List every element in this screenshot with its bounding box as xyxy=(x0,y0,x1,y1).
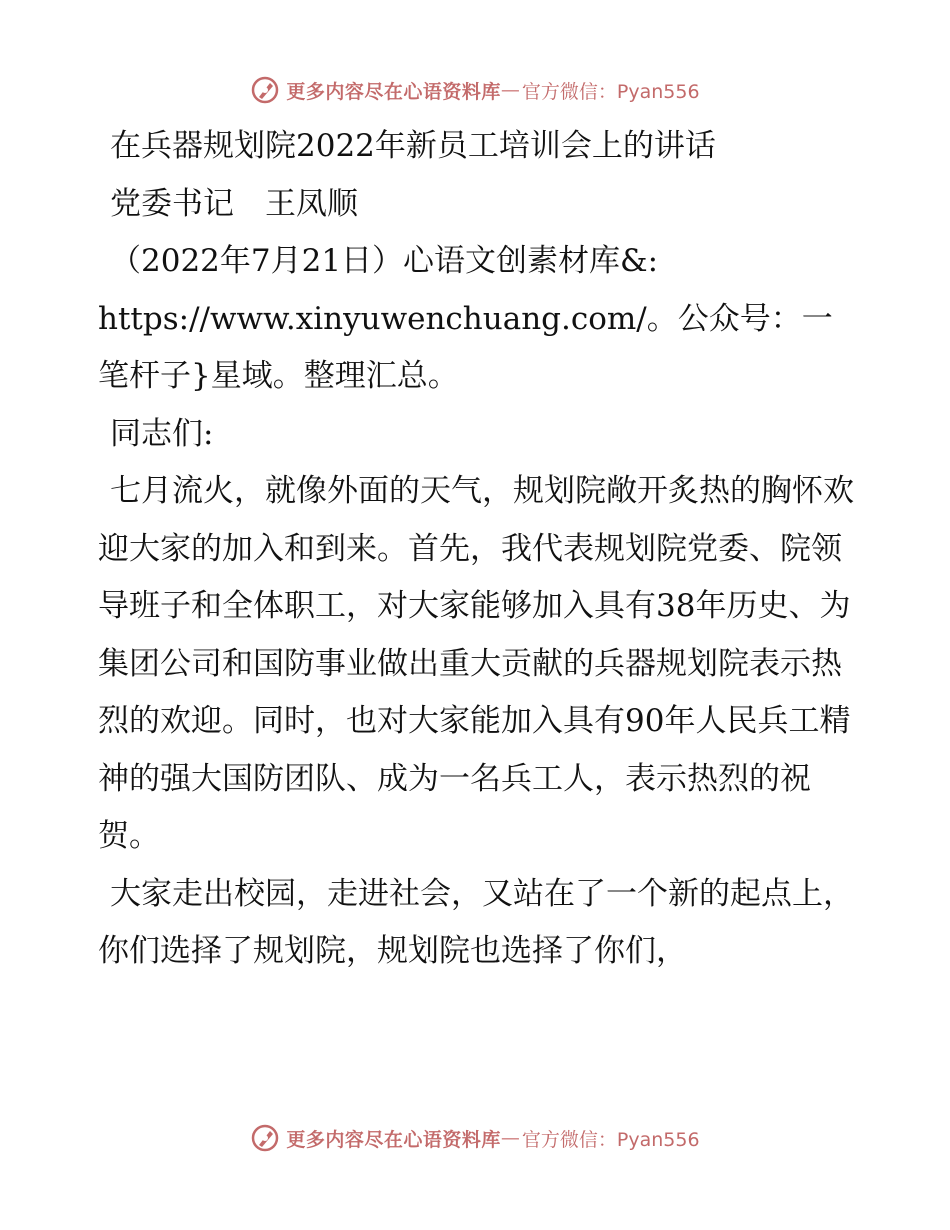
document-title: 在兵器规划院2022年新员工培训会上的讲话 xyxy=(110,128,716,164)
pen-logo-icon xyxy=(250,1123,280,1153)
watermark-banner-top xyxy=(0,70,950,110)
watermark-contact: 官方微信：Pyan556 xyxy=(521,1128,700,1151)
speaker-line: 党委书记 王凤顺 xyxy=(110,185,358,222)
date-note: （2022年7月21日）心语文创素材库&: https://www.xinyuwenchuang.com/。公众号：一笔杆子}星域。整理汇总。 xyxy=(98,243,833,394)
watermark-main-text: 更多内容尽在心语资料库 xyxy=(286,80,501,103)
document-body xyxy=(98,118,858,981)
watermark-contact: 官方微信：Pyan556 xyxy=(521,80,700,103)
paragraph-2: 大家走出校园，走进社会，又站在了一个新的起点上，你们选择了规划院，规划院也选择了你们， xyxy=(98,875,854,969)
pen-logo-icon xyxy=(250,75,280,105)
watermark-banner-bottom xyxy=(0,1118,950,1158)
paragraph-1: 七月流火，就像外面的天气，规划院敞开炙热的胸怀欢迎大家的加入和到来。首先，我代表规划院党委、院领导班子和全体职工，对大家能够加入具有38年历史、为集团公司和国防事业做出重大贡献的兵器规划院表示热烈的欢迎。同时，也对大家能加入具有90年人民兵工精神的强大国防团队、成为一名兵工人，表示热烈的祝贺。 xyxy=(98,473,854,854)
watermark-dash: — xyxy=(500,79,520,101)
watermark-dash: — xyxy=(500,1127,520,1149)
salutation: 同志们: xyxy=(110,415,214,452)
watermark-main-text: 更多内容尽在心语资料库 xyxy=(286,1128,501,1151)
